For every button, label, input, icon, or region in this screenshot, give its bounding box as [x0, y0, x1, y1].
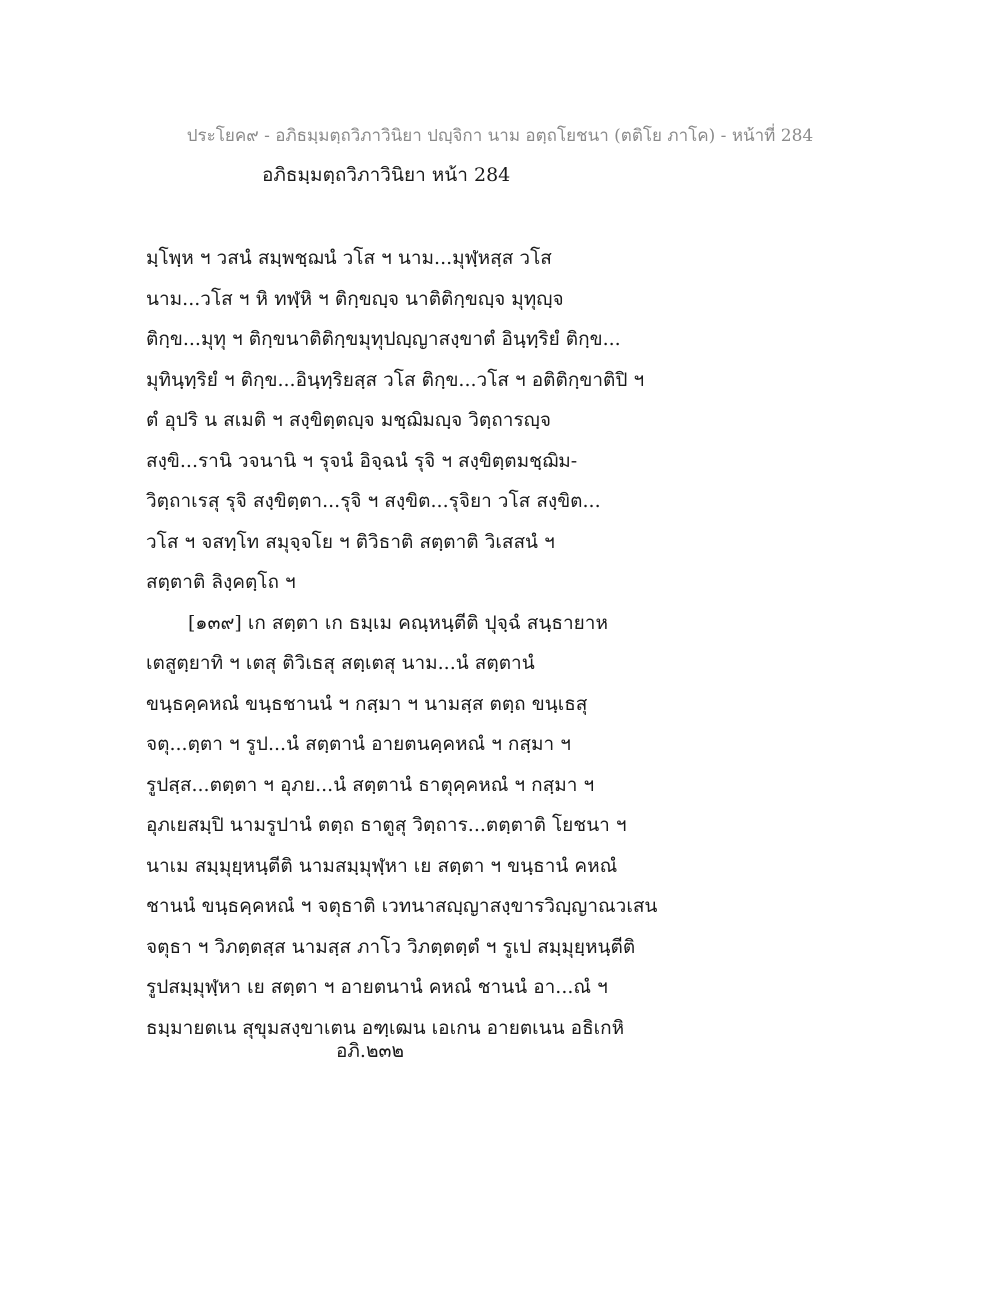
text-line: มฺโพฺห ฯ วสนํ สมฺพชฺฌนํ วโส ฯ นาม...มุฬฺหสฺส วโส: [146, 247, 552, 269]
text-line: เตสูตฺยาทิ ฯ เตสุ ติวิเธสุ สตฺเตสุ นาม...นํ สตฺตานํ: [146, 652, 535, 674]
text-line-paragraph-start: [๑๓๙] เก สตฺตา เก ธมฺเม คณฺหนฺตีติ ปุจฺฉํ สนฺธายาห: [188, 611, 608, 634]
page-reference: อภิ.๒๓๒: [336, 1040, 405, 1062]
text-line: นาม...วโส ฯ หิ ทฬฺหิ ฯ ติกฺขญฺจ นาติติกฺขญฺจ มุทุญฺจ: [146, 287, 564, 310]
running-header: ประโยค๙ - อภิธมฺมตฺถวิภาวินิยา ปญฺจิกา นาม อตฺถโยชนา (ตติโย ภาโค) - หน้าที่ 284: [186, 126, 814, 146]
text-line: ขนฺธคฺคหณํ ขนฺธชานนํ ฯ กสฺมา ฯ นามสฺส ตตฺถ ขนฺเธสุ: [146, 692, 588, 715]
text-line: ชานนํ ขนฺธคฺคหณํ ฯ จตุธาติ เวทนาสญฺญาสงฺขารวิญฺญาณวเสน: [146, 895, 658, 917]
body-text: [146, 238, 706, 1048]
text-line: จตุธา ฯ วิภตฺตสฺส นามสฺส ภาโว วิภตฺตตฺตํ ฯ รูเป สมฺมุยฺหนฺตีติ: [146, 935, 636, 958]
text-line: อุภเยสมฺปิ นามรูปานํ ตตฺถ ธาตูสุ วิตฺถาร...ตตฺตาติ โยชนา ฯ: [146, 814, 627, 836]
text-line: ธมฺมายตเน สุขุมสงฺขาเตน อฑฺเฒน เอเกน อายตเนน อธิเกหิ: [146, 1016, 625, 1039]
text-line: สงฺขิ...รานิ วจนานิ ฯ รุจนํ อิจฺฉนํ รุจิ ฯ สงฺขิตฺตมชฺฌิม-: [146, 449, 578, 472]
text-line: รูปสมฺมุฬฺหา เย สตฺตา ฯ อายตนานํ คหณํ ชานนํ อา...ณํ ฯ: [146, 976, 608, 998]
text-line: รูปสฺส...ตตฺตา ฯ อุภย...นํ สตฺตานํ ธาตุคฺคหณํ ฯ กสฺมา ฯ: [146, 773, 595, 796]
text-line: มุทินฺทฺริยํ ฯ ติกฺข...อินฺทฺริยสฺส วโส ติกฺข...วโส ฯ อติติกฺขาติปิ ฯ: [146, 368, 645, 391]
text-line: วโส ฯ จสทฺโท สมุจฺจโย ฯ ติวิธาติ สตฺตาติ วิเสสนํ ฯ: [146, 530, 555, 553]
page-title: อภิธมฺมตฺถวิภาวินิยา หน้า 284: [262, 164, 511, 186]
text-line: จตุ...ตฺตา ฯ รูป...นํ สตฺตานํ อายตนคฺคหณํ ฯ กสฺมา ฯ: [146, 733, 571, 755]
text-line: วิตฺถาเรสุ รุจิ สงฺขิตฺตา...รุจิ ฯ สงฺขิต...รุจิยา วโส สงฺขิต...: [146, 490, 601, 512]
text-line: นาเม สมฺมุยฺหนฺตีติ นามสมฺมุฬฺหา เย สตฺตา ฯ ขนฺธานํ คหณํ: [146, 854, 618, 877]
text-line: ตํ อุปริ น สเมติ ฯ สงฺขิตฺตญฺจ มชฺฌิมญฺจ วิตฺถารญฺจ: [146, 409, 551, 431]
text-line: สตฺตาติ ลิงฺคตฺโถ ฯ: [146, 571, 296, 593]
text-line: ติกฺข...มุทุ ฯ ติกฺขนาติติกฺขมุทุปญฺญาสงฺขาตํ อินฺทฺริยํ ติกฺข...: [146, 328, 621, 350]
